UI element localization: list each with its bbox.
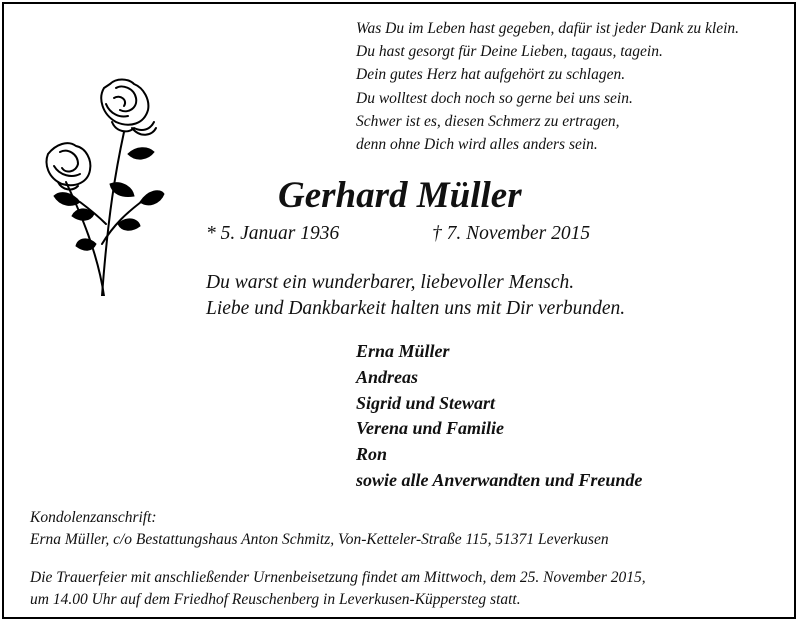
mourner: Andreas <box>356 366 419 387</box>
mourner: sowie alle Anverwandten und Freunde <box>356 469 643 490</box>
deceased-name: Gerhard Müller <box>278 175 522 216</box>
birth-date: * 5. Januar 1936 <box>206 223 340 244</box>
poem-line: denn ohne Dich wird alles anders sein. <box>356 136 598 154</box>
poem-line: Schwer ist es, diesen Schmerz zu ertragen, <box>356 112 620 130</box>
poem-line: Was Du im Leben hast gegeben, dafür ist jeder Dank zu klein. <box>356 20 740 37</box>
tribute-line: Liebe und Dankbarkeit halten uns mit Dir verbunden. <box>206 298 626 319</box>
mourner: Sigrid und Stewart <box>356 392 496 413</box>
tribute-line: Du warst ein wunderbarer, liebevoller Mensch. <box>206 272 575 293</box>
mourner: Verena und Familie <box>356 418 505 439</box>
condolence-label: Kondolenzanschrift: <box>30 509 157 526</box>
service-line: Die Trauerfeier mit anschließender Urnenbeisetzung findet am Mittwoch, dem 25. November 2015, <box>30 569 646 586</box>
condolence-address <box>30 507 609 550</box>
mourner: Erna Müller <box>356 341 450 361</box>
mourner: Ron <box>356 444 388 465</box>
poem-line: Du hast gesorgt für Deine Lieben, tagaus, tagein. <box>356 43 663 61</box>
funeral-service-info <box>30 567 646 610</box>
condolence-text: Erna Müller, c/o Bestattungshaus Anton Schmitz, Von-Ketteler-Straße 115, 51371 Leverkusen <box>30 530 609 548</box>
poem-line: Du wolltest doch noch so gerne bei uns sein. <box>356 89 633 107</box>
rose-icon <box>36 74 166 296</box>
poem-line: Dein gutes Herz hat aufgehört zu schlagen. <box>356 66 626 84</box>
tribute <box>206 270 625 322</box>
death-date: † 7. November 2015 <box>432 223 591 244</box>
mourners-list <box>356 339 642 494</box>
poem <box>356 17 786 156</box>
service-line: um 14.00 Uhr auf dem Friedhof Reuschenberg in Leverkusen-Küppersteg statt. <box>30 590 521 608</box>
